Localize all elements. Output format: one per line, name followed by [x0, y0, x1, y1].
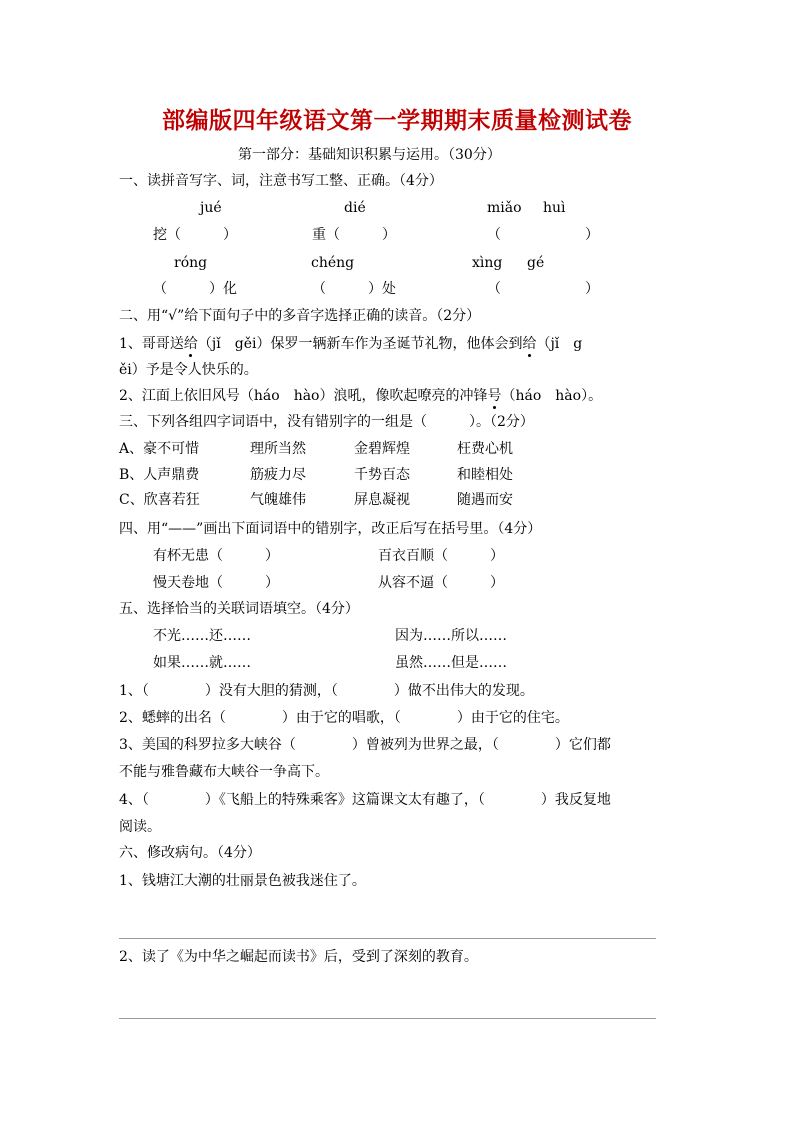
q3-heading: 三、下列各组四字词语中，没有错别字的一组是（ ）。（2分） — [119, 414, 534, 430]
conjunction-pair: 因为……所以…… — [395, 628, 507, 644]
q4-heading: 四、用“——”画出下面词语中的错别字，改正后写在括号里。（4分） — [119, 521, 542, 537]
q6-heading: 六、修改病句。（4分） — [119, 845, 261, 861]
option-word: 和睦相处 — [457, 467, 513, 483]
q2-sentence-2: 2、江面上依旧风号（háo hào）浪吼，像吹起嘹亮的冲锋号（háo hào）。 — [119, 388, 603, 404]
answer-blank[interactable]: 重（ ） — [312, 227, 396, 243]
answer-line[interactable] — [119, 938, 656, 939]
q5-sentence-cont: 不能与雅鲁藏布大峡谷一争高下。 — [119, 764, 329, 780]
pinyin: róng — [174, 255, 208, 271]
option-word: 筋疲力尽 — [250, 467, 306, 483]
option-word: 千势百态 — [354, 467, 410, 483]
q5-sentence[interactable]: 1、（ ）没有大胆的猜测，（ ）做不出伟大的发现。 — [119, 683, 534, 699]
option-word: 随遇而安 — [457, 492, 513, 508]
option-word: 气魄雄伟 — [250, 492, 306, 508]
option-a: A、豪不可惜 — [119, 441, 200, 457]
pinyin: chéng — [311, 255, 355, 271]
word-with-blank[interactable]: 慢天卷地（ ） — [153, 575, 279, 591]
word-with-blank[interactable]: 有杯无患（ ） — [153, 548, 279, 564]
q5-sentence[interactable]: 3、美国的科罗拉多大峡谷（ ）曾被列为世界之最，（ ）它们都 — [119, 737, 611, 753]
pinyin: huì — [543, 200, 566, 216]
q6-sentence: 2、读了《为中华之崛起而读书》后，受到了深刻的教育。 — [119, 949, 478, 965]
pinyin: miǎo — [487, 200, 522, 216]
word-with-blank[interactable]: 从容不逼（ ） — [378, 575, 504, 591]
emphasis-char: 号 — [487, 388, 502, 404]
q5-sentence[interactable]: 4、（ ）《飞船上的特殊乘客》这篇课文太有趣了，（ ）我反复地 — [119, 792, 611, 808]
option-word: 理所当然 — [250, 441, 306, 457]
answer-blank[interactable]: （ ） — [487, 281, 599, 297]
q6-sentence: 1、钱塘江大潮的壮丽景色被我迷住了。 — [119, 873, 366, 889]
q5-heading: 五、选择恰当的关联词语填空。（4分） — [119, 601, 359, 617]
word-with-blank[interactable]: 百衣百顺（ ） — [378, 548, 504, 564]
q2-sentence-1: 1、哥哥送给（jǐ gěi）保罗一辆新车作为圣诞节礼物，他体会到给（jǐ g — [119, 336, 583, 352]
conjunction-pair: 虽然……但是…… — [395, 655, 507, 671]
option-c: C、欣喜若狂 — [119, 492, 200, 508]
answer-blank[interactable]: （ ） — [487, 227, 599, 243]
q2-sentence-1-cont: ěi）予是令人快乐的。 — [119, 362, 258, 378]
answer-blank[interactable]: （ ）处 — [312, 281, 396, 297]
option-word: 屏息凝视 — [354, 492, 410, 508]
emphasis-char: 给 — [522, 336, 537, 352]
q5-sentence-cont: 阅读。 — [119, 819, 161, 835]
emphasis-char: 给 — [183, 336, 198, 352]
pinyin: jué — [200, 200, 222, 216]
pinyin: gé — [527, 255, 545, 271]
answer-line[interactable] — [119, 1018, 656, 1019]
q2-heading: 二、用“√”给下面句子中的多音字选择正确的读音。（2分） — [119, 308, 481, 324]
answer-blank[interactable]: 挖（ ） — [153, 227, 237, 243]
pinyin: dié — [344, 200, 366, 216]
option-word: 枉费心机 — [457, 441, 513, 457]
conjunction-pair: 不光……还…… — [153, 628, 251, 644]
part-one-heading: 第一部分：基础知识积累与运用。（30分） — [238, 147, 501, 163]
q5-sentence[interactable]: 2、蟋蟀的出名（ ）由于它的唱歌，（ ）由于它的住宅。 — [119, 710, 569, 726]
answer-blank[interactable]: （ ）化 — [153, 281, 237, 297]
conjunction-pair: 如果……就…… — [153, 655, 251, 671]
pinyin: xìng — [472, 255, 503, 271]
exam-title: 部编版四年级语文第一学期期末质量检测试卷 — [162, 108, 632, 134]
option-word: 金碧辉煌 — [354, 441, 410, 457]
q1-heading: 一、读拼音写字、词，注意书写工整、正确。（4分） — [119, 173, 443, 189]
option-b: B、人声鼎费 — [119, 467, 200, 483]
